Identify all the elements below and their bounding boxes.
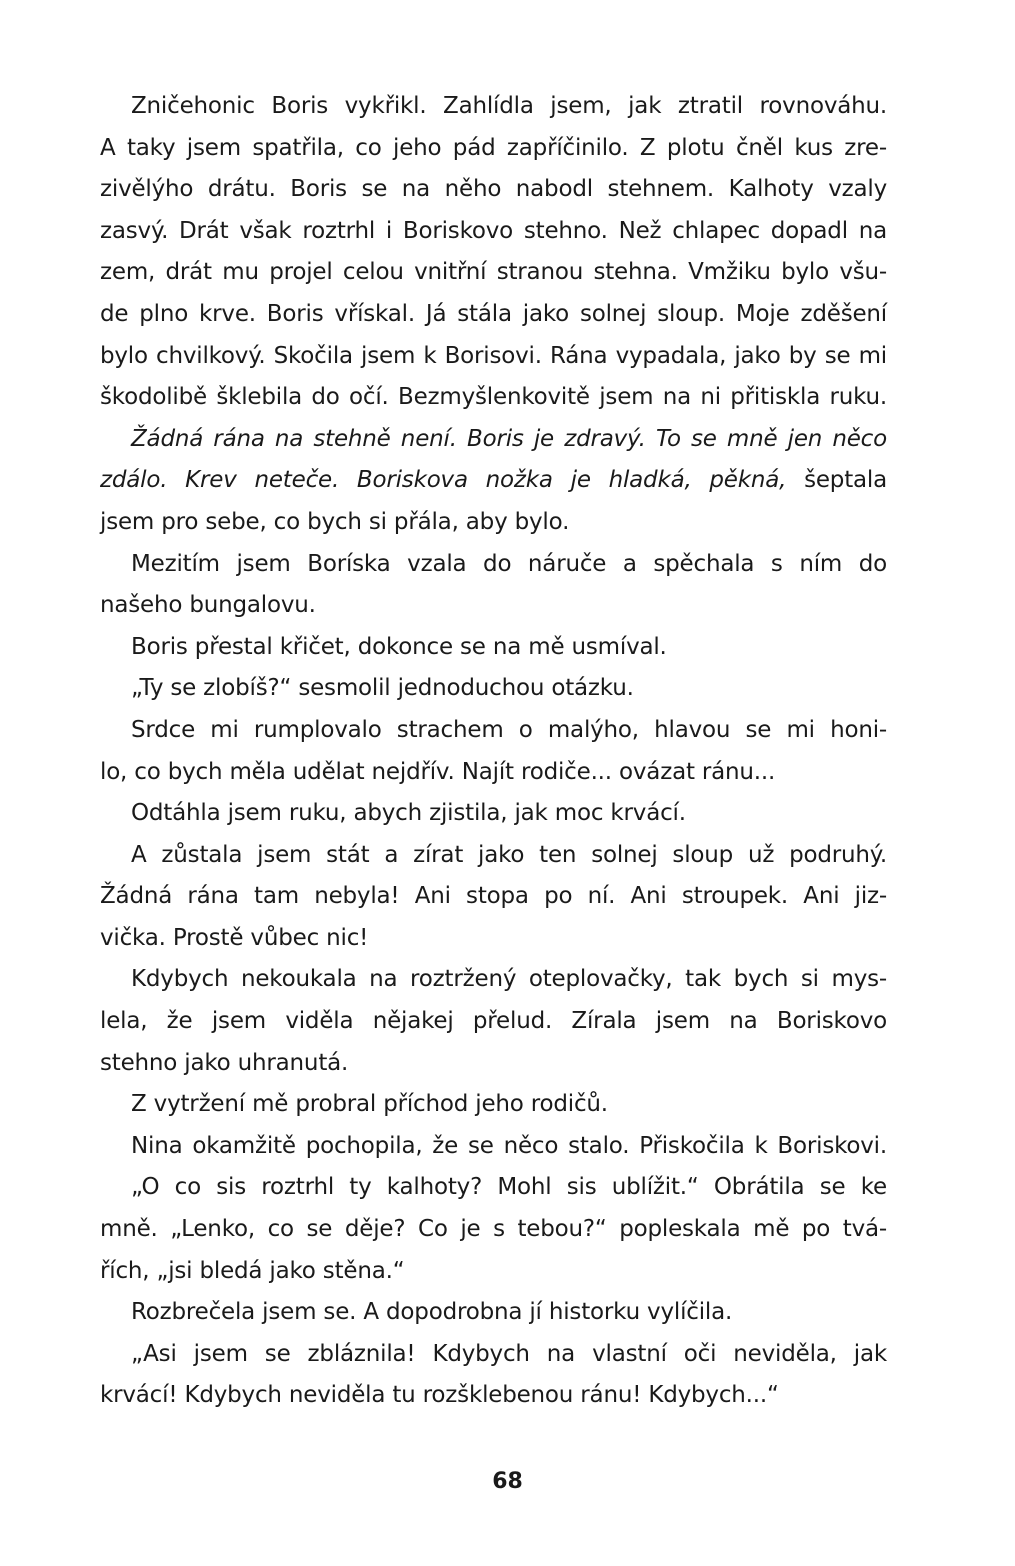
text-line: A taky jsem spatřila, co jeho pád zapříčinilo. Z plotu čněl kus zre- xyxy=(100,134,887,161)
text-line: zem, drát mu projel celou vnitřní stranou stehna. Vmžiku bylo všu- xyxy=(100,259,887,286)
text-line: zivělýho drátu. Boris se na něho nabodl stehnem. Kalhoty vzaly xyxy=(100,176,887,203)
text-line: Mezitím jsem Boríska vzala do náruče a spěchala s ním do xyxy=(131,550,887,577)
text-line: Srdce mi rumplovalo strachem o malýho, hlavou se mi honi- xyxy=(131,716,887,743)
text-line: řích, „jsi bledá jako stěna.“ xyxy=(100,1257,405,1284)
text-line: de plno krve. Boris vřískal. Já stála jako solnej sloup. Moje zděšení xyxy=(100,300,887,327)
text-line: stehno jako uhranutá. xyxy=(100,1049,349,1076)
text-line: krvácí! Kdybych neviděla tu rozšklebenou ránu! Kdybych...“ xyxy=(100,1382,779,1409)
text-line: škodolibě šklebila do očí. Bezmyšlenkovitě jsem na ni přitiskla ruku. xyxy=(100,384,887,411)
text-line: „Asi jsem se zbláznila! Kdybych na vlastní oči neviděla, jak xyxy=(131,1340,887,1367)
text-line-mixed xyxy=(100,460,887,502)
italic-span: zdálo. Krev neteče. Boriskova nožka je hladká, pěkná, xyxy=(100,467,787,494)
plain-span: šeptala xyxy=(786,467,887,494)
text-line: lo, co bych měla udělat nejdřív. Najít rodiče... ovázat ránu... xyxy=(100,758,776,785)
text-line: Rozbrečela jsem se. A dopodrobna jí historku vylíčila. xyxy=(131,1299,733,1326)
text-line: Zničehonic Boris vykřikl. Zahlídla jsem, jak ztratil rovnováhu. xyxy=(131,93,887,119)
text-line: A zůstala jsem stát a zírat jako ten solnej sloup už podruhý. xyxy=(131,841,887,868)
text-line: Odtáhla jsem ruku, abych zjistila, jak moc krvácí. xyxy=(131,800,686,827)
text-line: našeho bungalovu. xyxy=(100,592,316,619)
text-line: Nina okamžitě pochopila, že se něco stalo. Přiskočila k Boriskovi. xyxy=(131,1132,887,1159)
text-line: lela, že jsem viděla nějakej přelud. Zírala jsem na Boriskovo xyxy=(100,1008,887,1035)
page-body xyxy=(100,86,887,1417)
text-line: zasvý. Drát však roztrhl i Boriskovo stehno. Než chlapec dopadl na xyxy=(100,217,887,244)
text-line: Žádná rána tam nebyla! Ani stopa po ní. Ani stroupek. Ani jiz- xyxy=(100,883,887,910)
text-line: mně. „Lenko, co se děje? Co je s tebou?“ popleskala mě po tvá- xyxy=(100,1216,887,1243)
text-line: „O co sis roztrhl ty kalhoty? Mohl sis ublížit.“ Obrátila se ke xyxy=(131,1174,887,1201)
text-line: „Ty se zlobíš?“ sesmolil jednoduchou otázku. xyxy=(131,675,634,702)
text-line: jsem pro sebe, co bych si přála, aby bylo. xyxy=(100,508,570,535)
text-line-italic: Žádná rána na stehně není. Boris je zdravý. To se mně jen něco xyxy=(131,425,887,452)
text-line: vička. Prostě vůbec nic! xyxy=(100,924,369,951)
text-line: Kdybych nekoukala na roztržený oteplovačky, tak bych si mys- xyxy=(131,966,887,993)
text-line: bylo chvilkový. Skočila jsem k Borisovi. Rána vypadala, jako by se mi xyxy=(100,342,887,369)
text-line: Z vytržení mě probral příchod jeho rodičů. xyxy=(131,1091,608,1118)
page-number: 68 xyxy=(492,1469,523,1494)
text-line: Boris přestal křičet, dokonce se na mě usmíval. xyxy=(131,633,667,660)
